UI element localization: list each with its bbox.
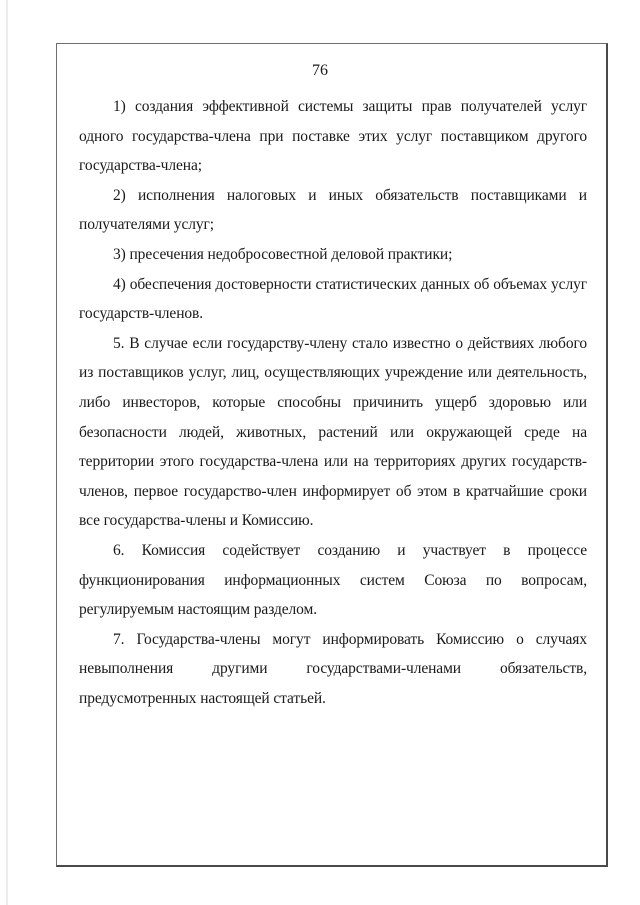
paragraph-item-2: 2) исполнения налоговых и иных обязательств поставщиками и получателями услуг; bbox=[79, 186, 587, 234]
paragraph-clause-7: 7. Государства-члены могут информировать Комиссию о случаях невыполнения другими государствами-членами обязательств, предусмотренных настоящей статьей. bbox=[79, 630, 587, 707]
paragraph-item-1: 1) создания эффективной системы защиты прав получателей услуг одного государства-члена при поставке этих услуг поставщиком другого государства-члена; bbox=[79, 98, 587, 175]
paragraph-clause-6: 6. Комиссия содействует созданию и участвует в процессе функционирования информационных систем Союза по вопросам, регулируемым настоящим разделом. bbox=[79, 541, 587, 619]
paragraph-item-3: 3) пресечения недобросовестной деловой практики; bbox=[113, 245, 453, 263]
page-number: 76 bbox=[312, 62, 328, 79]
document-body bbox=[79, 92, 587, 713]
paragraph-item-4: 4) обеспечения достоверности статистических данных об объемах услуг государств-членов. bbox=[79, 275, 587, 323]
scan-left-edge bbox=[6, 0, 8, 905]
paragraph-clause-5: 5. В случае если государству-члену стало известно о действиях любого из поставщиков услуг, лиц, осуществляющих учреждение или деятельность, либо инвесторов, которые способны причинить ущерб здоровью или безопасности людей, животных, растений или окружающей среде на территории этого государства-члена или на территориях других государств-членов, первое государство-член информирует об этом в кратчайшие сроки все государства-члены и Комиссию. bbox=[79, 334, 587, 530]
